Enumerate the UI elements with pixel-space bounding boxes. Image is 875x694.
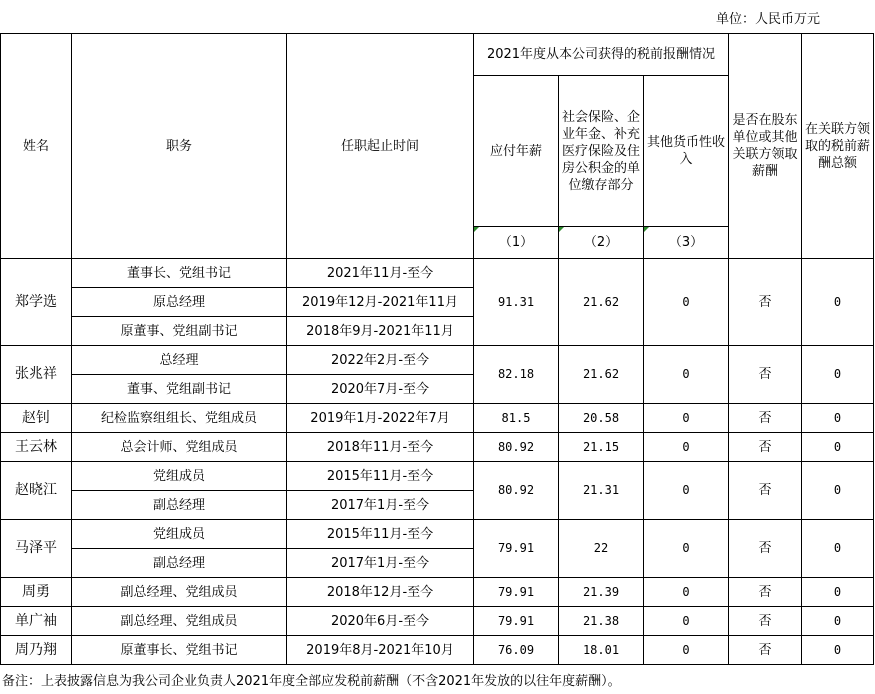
person-name: 周勇	[1, 578, 72, 607]
person-name: 赵晓江	[1, 462, 72, 520]
social-cell: 20.58	[559, 404, 644, 433]
related-total-cell: 0	[802, 346, 874, 404]
social-cell: 21.62	[559, 259, 644, 346]
compensation-table	[0, 33, 874, 665]
related-flag-cell: 否	[729, 346, 802, 404]
table-row	[1, 346, 874, 375]
position-cell: 副总经理、党组成员	[72, 578, 287, 607]
position-cell: 原董事长、党组书记	[72, 636, 287, 665]
header-related-total: 在关联方领取的税前薪酬总额	[802, 34, 874, 259]
table-row	[1, 578, 874, 607]
social-cell: 21.15	[559, 433, 644, 462]
header-index-3: （3）	[644, 227, 729, 259]
position-cell: 原总经理	[72, 288, 287, 317]
related-flag-cell: 否	[729, 404, 802, 433]
position-cell: 副总经理	[72, 549, 287, 578]
social-cell: 21.31	[559, 462, 644, 520]
related-flag-cell: 否	[729, 578, 802, 607]
related-total-cell: 0	[802, 259, 874, 346]
position-cell: 纪检监察组组长、党组成员	[72, 404, 287, 433]
header-row-1	[1, 34, 874, 76]
related-flag-cell: 否	[729, 433, 802, 462]
other-income-cell: 0	[644, 607, 729, 636]
salary-cell: 80.92	[474, 433, 559, 462]
header-social: 社会保险、企业年金、补充医疗保险及住房公积金的单位缴存部分	[559, 76, 644, 227]
table-row	[1, 607, 874, 636]
position-cell: 副总经理	[72, 491, 287, 520]
term-cell: 2021年11月-至今	[287, 259, 474, 288]
other-income-cell: 0	[644, 578, 729, 607]
term-cell: 2017年1月-至今	[287, 491, 474, 520]
header-other: 其他货币性收入	[644, 76, 729, 227]
salary-cell: 79.91	[474, 578, 559, 607]
term-cell: 2015年11月-至今	[287, 462, 474, 491]
header-salary: 应付年薪	[474, 76, 559, 227]
related-total-cell: 0	[802, 404, 874, 433]
related-flag-cell: 否	[729, 520, 802, 578]
header-name: 姓名	[1, 34, 72, 259]
term-cell: 2018年9月-2021年11月	[287, 317, 474, 346]
term-cell: 2020年6月-至今	[287, 607, 474, 636]
term-cell: 2018年11月-至今	[287, 433, 474, 462]
header-index-1: （1）	[474, 227, 559, 259]
term-cell: 2019年12月-2021年11月	[287, 288, 474, 317]
term-cell: 2017年1月-至今	[287, 549, 474, 578]
related-flag-cell: 否	[729, 636, 802, 665]
related-total-cell: 0	[802, 607, 874, 636]
salary-cell: 80.92	[474, 462, 559, 520]
social-cell: 21.39	[559, 578, 644, 607]
term-cell: 2020年7月-至今	[287, 375, 474, 404]
header-position: 职务	[72, 34, 287, 259]
unit-label: 单位：人民币万元	[715, 12, 820, 27]
table-row	[1, 404, 874, 433]
salary-cell: 79.91	[474, 607, 559, 636]
related-flag-cell: 否	[729, 259, 802, 346]
other-income-cell: 0	[644, 259, 729, 346]
related-total-cell: 0	[802, 462, 874, 520]
other-income-cell: 0	[644, 346, 729, 404]
table-row	[1, 259, 874, 288]
social-cell: 22	[559, 520, 644, 578]
other-income-cell: 0	[644, 462, 729, 520]
other-income-cell: 0	[644, 433, 729, 462]
salary-cell: 81.5	[474, 404, 559, 433]
position-cell: 副总经理、党组成员	[72, 607, 287, 636]
person-name: 周乃翔	[1, 636, 72, 665]
related-total-cell: 0	[802, 636, 874, 665]
other-income-cell: 0	[644, 636, 729, 665]
person-name: 赵钊	[1, 404, 72, 433]
salary-cell: 76.09	[474, 636, 559, 665]
table-row	[1, 462, 874, 491]
table-body	[1, 34, 874, 665]
header-index-2: （2）	[559, 227, 644, 259]
position-cell: 原董事、党组副书记	[72, 317, 287, 346]
term-cell: 2018年12月-至今	[287, 578, 474, 607]
header-term: 任职起止时间	[287, 34, 474, 259]
related-total-cell: 0	[802, 433, 874, 462]
term-cell: 2019年1月-2022年7月	[287, 404, 474, 433]
social-cell: 21.38	[559, 607, 644, 636]
social-cell: 21.62	[559, 346, 644, 404]
term-cell: 2022年2月-至今	[287, 346, 474, 375]
related-total-cell: 0	[802, 520, 874, 578]
person-name: 单广袖	[1, 607, 72, 636]
related-flag-cell: 否	[729, 462, 802, 520]
header-related-question: 是否在股东单位或其他关联方领取薪酬	[729, 34, 802, 259]
position-cell: 党组成员	[72, 520, 287, 549]
term-cell: 2019年8月-2021年10月	[287, 636, 474, 665]
salary-cell: 82.18	[474, 346, 559, 404]
person-name: 王云林	[1, 433, 72, 462]
table-row	[1, 520, 874, 549]
position-cell: 党组成员	[72, 462, 287, 491]
position-cell: 董事长、党组书记	[72, 259, 287, 288]
related-total-cell: 0	[802, 578, 874, 607]
person-name: 郑学选	[1, 259, 72, 346]
related-flag-cell: 否	[729, 607, 802, 636]
header-compensation-group: 2021年度从本公司获得的税前报酬情况	[474, 34, 729, 76]
position-cell: 总会计师、党组成员	[72, 433, 287, 462]
footnote: 备注：上表披露信息为我公司企业负责人2021年度全部应发税前薪酬（不含2021年发放的以往年度薪酬）。	[2, 674, 621, 689]
other-income-cell: 0	[644, 404, 729, 433]
person-name: 张兆祥	[1, 346, 72, 404]
salary-cell: 79.91	[474, 520, 559, 578]
position-cell: 总经理	[72, 346, 287, 375]
salary-cell: 91.31	[474, 259, 559, 346]
table-row	[1, 433, 874, 462]
other-income-cell: 0	[644, 520, 729, 578]
position-cell: 董事、党组副书记	[72, 375, 287, 404]
person-name: 马泽平	[1, 520, 72, 578]
social-cell: 18.01	[559, 636, 644, 665]
term-cell: 2015年11月-至今	[287, 520, 474, 549]
table-row	[1, 636, 874, 665]
